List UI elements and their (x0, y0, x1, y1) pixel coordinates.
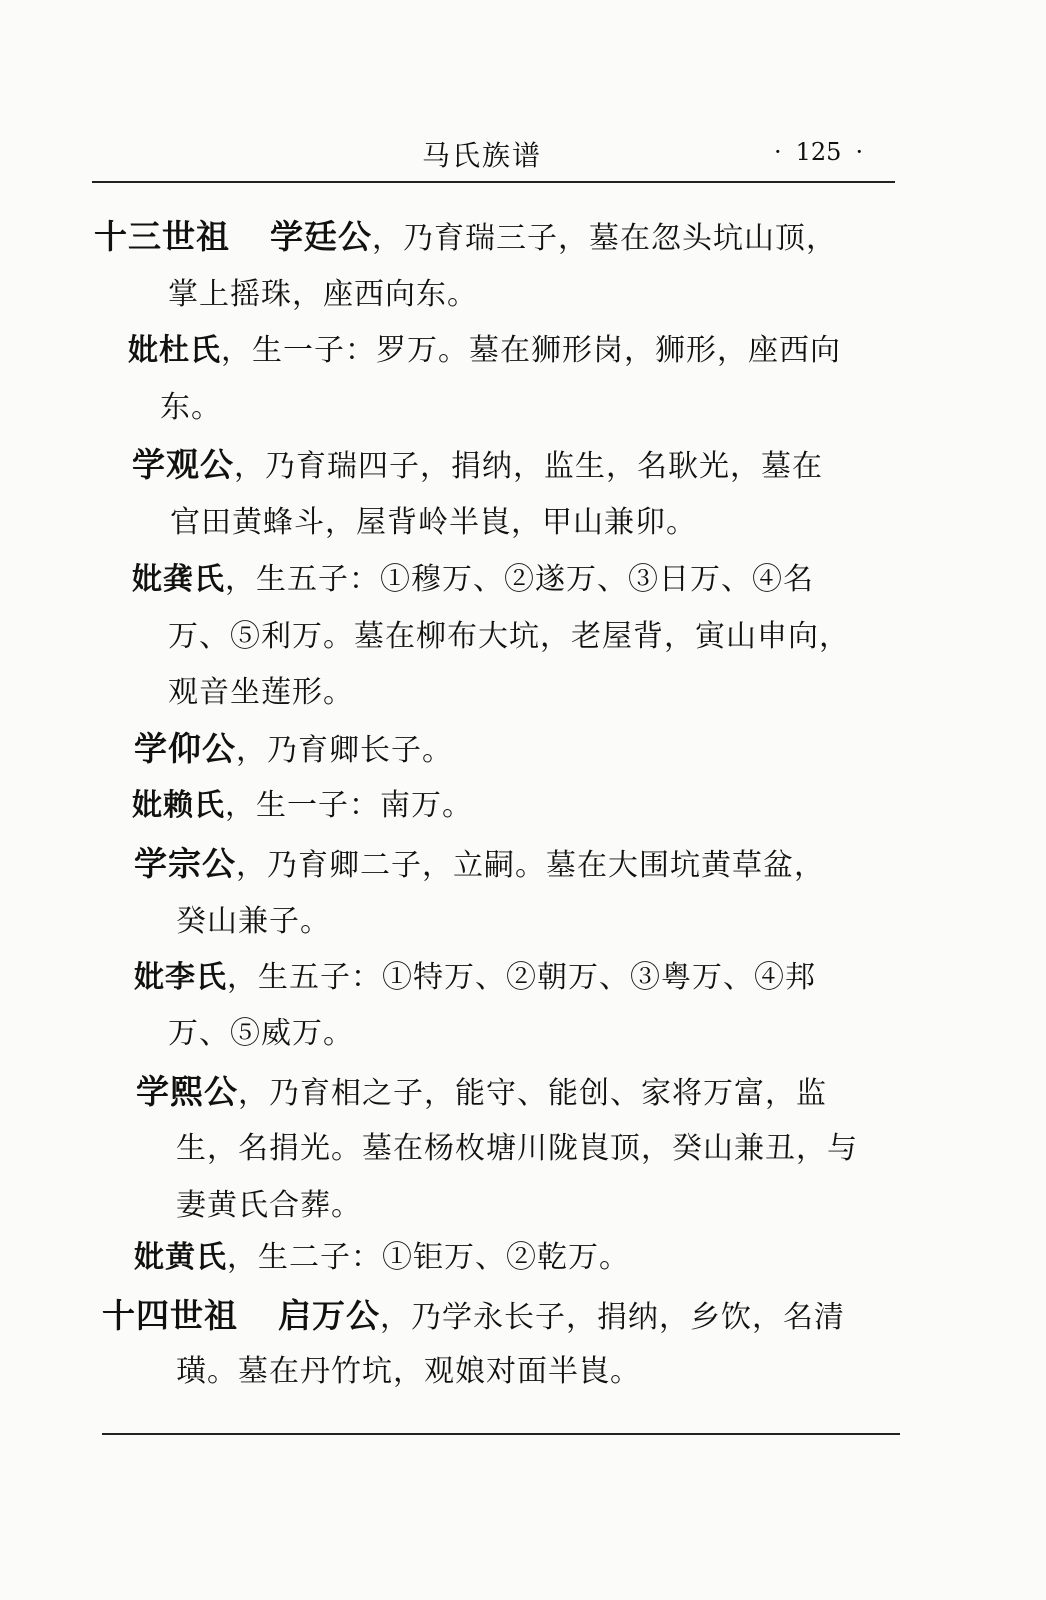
book-title: 马氏族谱 (422, 139, 543, 172)
entry-text: ，乃育瑞四子，捐纳，监生，名耿光，墓在 (234, 449, 823, 484)
entry-text: 璜。墓在丹竹坑，观娘对面半崀。 (176, 1354, 641, 1389)
entry-line (134, 958, 816, 998)
entry-text: 妻黄氏合葬。 (176, 1188, 362, 1223)
page-dot-right: · (855, 138, 864, 166)
person-name: 学廷公 (270, 217, 372, 256)
person-name: 学观公 (132, 445, 234, 484)
page-dot-left: · (774, 138, 782, 166)
page-number-block (760, 138, 877, 166)
entry-text: ，乃育瑞三子，墓在忽头坑山顶， (372, 221, 837, 256)
entry-line (102, 1296, 845, 1338)
entry-continuation (168, 617, 850, 657)
footer-rule (102, 1433, 900, 1435)
person-name: 妣李氏 (134, 960, 227, 995)
entry-text: ，乃育相之子，能守、能创、家将万富，监 (238, 1076, 827, 1111)
person-name: 妣龚氏 (132, 562, 225, 597)
person-name: 学宗公 (134, 844, 236, 883)
entry-continuation (176, 902, 331, 942)
entry-text: ，生五子：①穆万、②遂万、③日万、④名 (225, 562, 814, 597)
generation-label: 十四世祖 (102, 1296, 238, 1335)
entry-text: ，乃学永长子，捐纳，乡饮，名清 (380, 1300, 845, 1335)
entry-continuation (168, 275, 478, 315)
entry-line (134, 844, 825, 886)
running-header (92, 128, 892, 178)
entry-text: ，生一子：南万。 (225, 788, 473, 823)
entry-line (132, 560, 814, 600)
entry-continuation (176, 1186, 362, 1226)
header-rule (92, 181, 895, 183)
person-name: 妣赖氏 (132, 788, 225, 823)
person-name: 学仰公 (134, 729, 236, 768)
entry-continuation (168, 673, 354, 713)
entry-continuation (176, 1129, 858, 1169)
entry-text: 生，名捐光。墓在杨枚塘川陇崀顶，癸山兼丑，与 (176, 1131, 858, 1166)
entry-text: ，生五子：①特万、②朝万、③粤万、④邦 (227, 960, 816, 995)
entry-text: 掌上摇珠，座西向东。 (168, 277, 478, 312)
entry-text: ，生二子：①钜万、②乾万。 (227, 1240, 630, 1275)
page-number: 125 (795, 138, 842, 166)
entry-continuation (168, 1014, 354, 1054)
entry-text: 观音坐莲形。 (168, 675, 354, 710)
entry-text: 万、⑤利万。墓在柳布大坑，老屋背，寅山申向， (168, 619, 850, 654)
entry-text: ，生一子：罗万。墓在狮形岗，狮形，座西向 (221, 333, 841, 368)
entry-line (128, 331, 841, 371)
entry-line (134, 729, 453, 771)
entry-text: 万、⑤威万。 (168, 1016, 354, 1051)
entry-text: ，乃育卿二子，立嗣。墓在大围坑黄草盆， (236, 848, 825, 883)
entry-text: ，乃育卿长子。 (236, 733, 453, 768)
entry-text: 癸山兼子。 (176, 904, 331, 939)
entry-text: 官田黄蜂斗，屋背岭半崀，甲山兼卯。 (170, 505, 697, 540)
entry-continuation (176, 1352, 641, 1392)
entry-text: 东。 (160, 390, 222, 425)
entry-line (134, 1238, 630, 1278)
entry-continuation (170, 503, 697, 543)
person-name: 启万公 (278, 1296, 380, 1335)
entry-continuation (160, 388, 222, 428)
person-name: 妣黄氏 (134, 1240, 227, 1275)
person-name: 妣杜氏 (128, 333, 221, 368)
entry-line (94, 217, 837, 259)
entry-line (132, 786, 473, 826)
entry-line (132, 445, 823, 487)
generation-label: 十三世祖 (94, 217, 230, 256)
person-name: 学熙公 (136, 1072, 238, 1111)
entry-line (136, 1072, 827, 1114)
